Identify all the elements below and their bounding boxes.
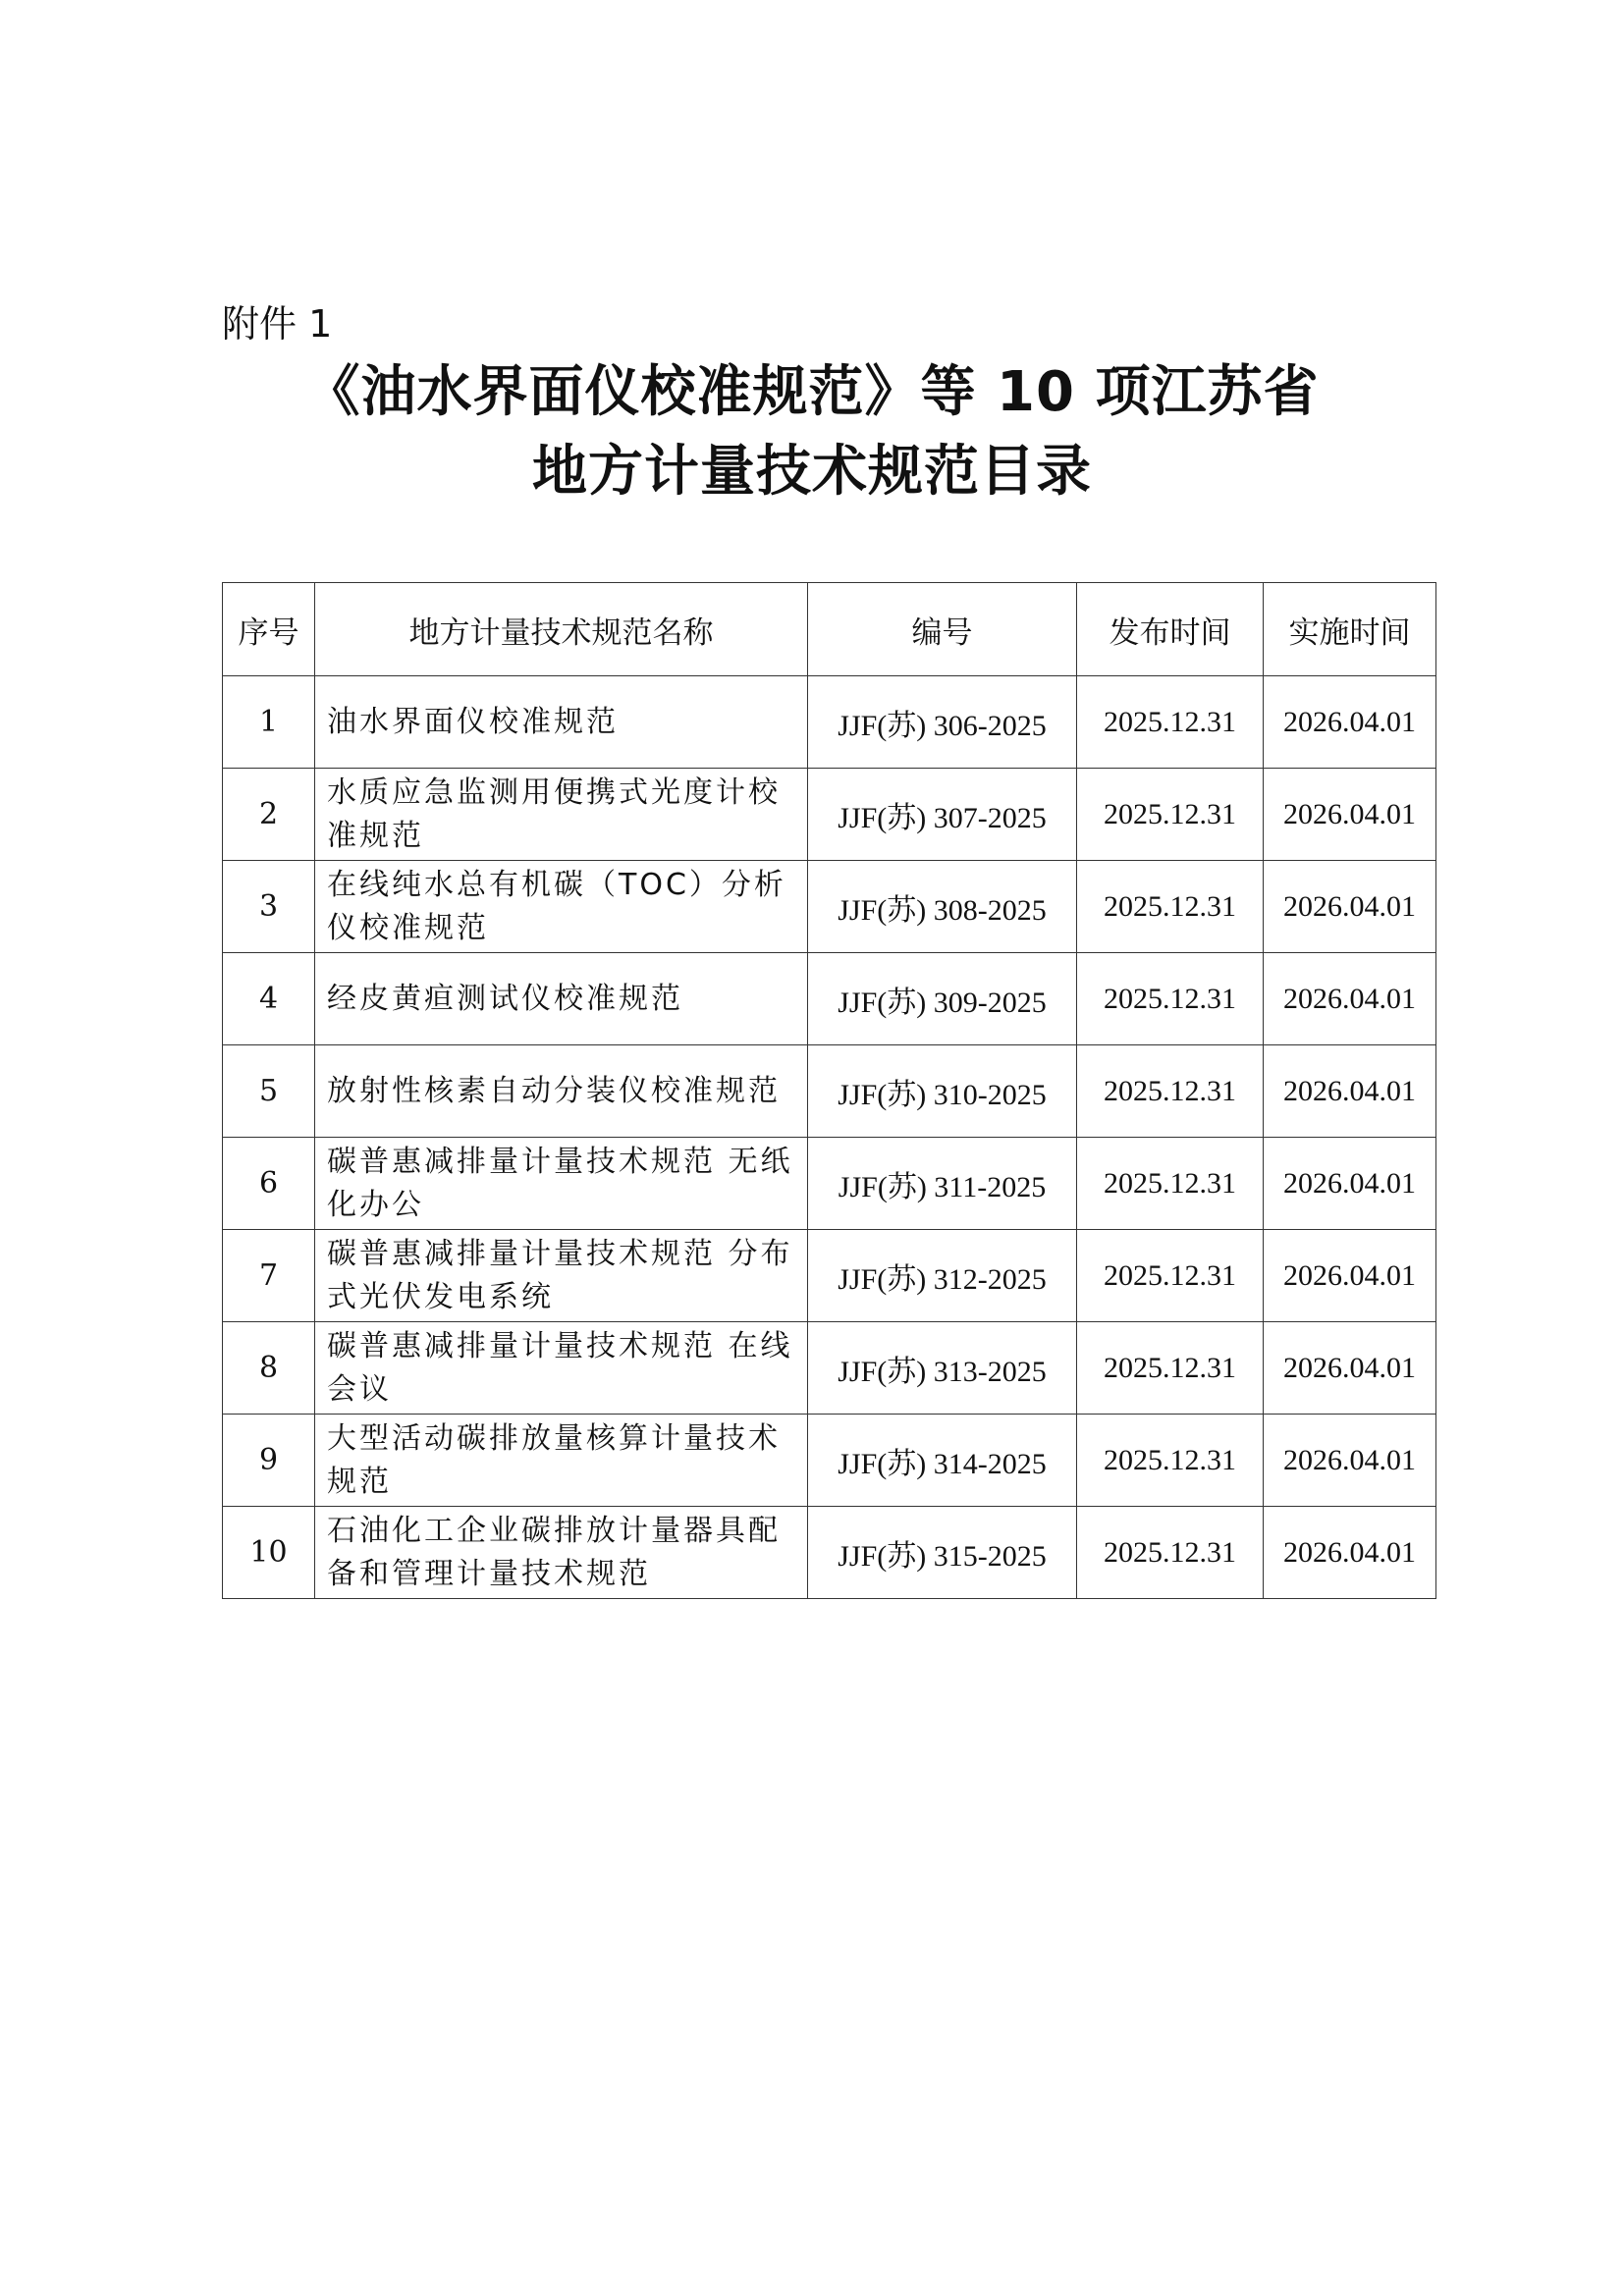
header-seq: 序号: [223, 583, 315, 676]
document-title-line-1: 《油水界面仪校准规范》等 10 项江苏省: [304, 360, 1320, 424]
table-row: [223, 1045, 1436, 1138]
cell-name: 水质应急监测用便携式光度计校准规范: [315, 769, 808, 861]
cell-code: JJF(苏) 308-2025: [808, 861, 1077, 953]
cell-name: 碳普惠减排量计量技术规范 在线会议: [315, 1322, 808, 1415]
cell-code: JJF(苏) 312-2025: [808, 1230, 1077, 1322]
cell-implemented: 2026.04.01: [1264, 1045, 1436, 1138]
cell-code: JJF(苏) 314-2025: [808, 1415, 1077, 1507]
table-row: [223, 1322, 1436, 1415]
cell-implemented: 2026.04.01: [1264, 861, 1436, 953]
cell-published: 2025.12.31: [1077, 1138, 1264, 1230]
attachment-label: 附件 1: [222, 302, 333, 346]
cell-seq: 8: [223, 1322, 315, 1415]
cell-implemented: 2026.04.01: [1264, 953, 1436, 1045]
cell-seq: 4: [223, 953, 315, 1045]
cell-published: 2025.12.31: [1077, 1507, 1264, 1599]
cell-name: 碳普惠减排量计量技术规范 分布式光伏发电系统: [315, 1230, 808, 1322]
header-name: 地方计量技术规范名称: [315, 583, 808, 676]
table-row: [223, 1415, 1436, 1507]
cell-code: JJF(苏) 309-2025: [808, 953, 1077, 1045]
cell-name: 石油化工企业碳排放计量器具配备和管理计量技术规范: [315, 1507, 808, 1599]
header-implemented: 实施时间: [1264, 583, 1436, 676]
cell-published: 2025.12.31: [1077, 1322, 1264, 1415]
table-row: [223, 953, 1436, 1045]
table-row: [223, 676, 1436, 769]
cell-code: JJF(苏) 311-2025: [808, 1138, 1077, 1230]
cell-code: JJF(苏) 313-2025: [808, 1322, 1077, 1415]
table-header-row: [223, 583, 1436, 676]
table-row: [223, 861, 1436, 953]
cell-published: 2025.12.31: [1077, 676, 1264, 769]
cell-code: JJF(苏) 307-2025: [808, 769, 1077, 861]
cell-code: JJF(苏) 306-2025: [808, 676, 1077, 769]
cell-seq: 9: [223, 1415, 315, 1507]
header-code: 编号: [808, 583, 1077, 676]
cell-code: JJF(苏) 310-2025: [808, 1045, 1077, 1138]
cell-seq: 2: [223, 769, 315, 861]
header-published: 发布时间: [1077, 583, 1264, 676]
cell-implemented: 2026.04.01: [1264, 1507, 1436, 1599]
cell-published: 2025.12.31: [1077, 953, 1264, 1045]
cell-implemented: 2026.04.01: [1264, 1322, 1436, 1415]
cell-code: JJF(苏) 315-2025: [808, 1507, 1077, 1599]
cell-name: 油水界面仪校准规范: [315, 676, 808, 769]
standards-catalog-table: [222, 582, 1436, 1599]
cell-seq: 1: [223, 676, 315, 769]
cell-implemented: 2026.04.01: [1264, 1230, 1436, 1322]
cell-implemented: 2026.04.01: [1264, 1138, 1436, 1230]
cell-seq: 3: [223, 861, 315, 953]
table-row: [223, 769, 1436, 861]
cell-name: 经皮黄疸测试仪校准规范: [315, 953, 808, 1045]
cell-published: 2025.12.31: [1077, 861, 1264, 953]
cell-name: 放射性核素自动分装仪校准规范: [315, 1045, 808, 1138]
cell-seq: 7: [223, 1230, 315, 1322]
cell-published: 2025.12.31: [1077, 1230, 1264, 1322]
cell-name: 在线纯水总有机碳（TOC）分析仪校准规范: [315, 861, 808, 953]
cell-name: 碳普惠减排量计量技术规范 无纸化办公: [315, 1138, 808, 1230]
cell-implemented: 2026.04.01: [1264, 1415, 1436, 1507]
document-title-line-2: 地方计量技术规范目录: [532, 440, 1092, 504]
table-row: [223, 1507, 1436, 1599]
table-row: [223, 1138, 1436, 1230]
cell-seq: 10: [223, 1507, 315, 1599]
cell-published: 2025.12.31: [1077, 1415, 1264, 1507]
cell-seq: 6: [223, 1138, 315, 1230]
cell-published: 2025.12.31: [1077, 769, 1264, 861]
cell-published: 2025.12.31: [1077, 1045, 1264, 1138]
cell-seq: 5: [223, 1045, 315, 1138]
cell-implemented: 2026.04.01: [1264, 769, 1436, 861]
table-row: [223, 1230, 1436, 1322]
cell-implemented: 2026.04.01: [1264, 676, 1436, 769]
cell-name: 大型活动碳排放量核算计量技术规范: [315, 1415, 808, 1507]
